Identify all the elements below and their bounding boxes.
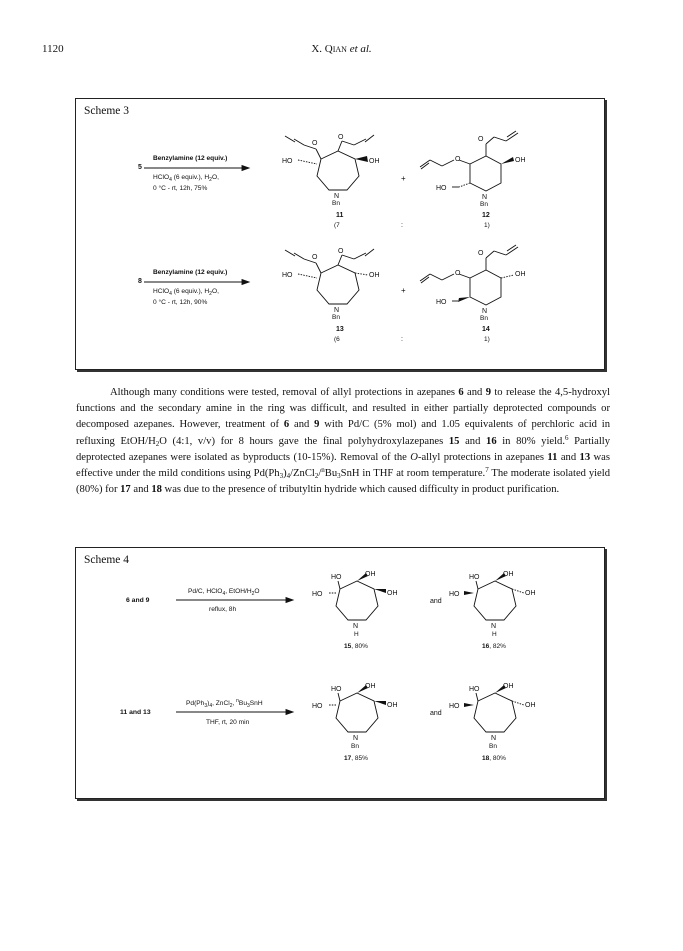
svg-text:H: H <box>492 631 497 638</box>
scheme-3-title: Scheme 3 <box>84 105 130 117</box>
and-label: and <box>430 710 442 717</box>
svg-text:HO: HO <box>331 574 342 581</box>
svg-text:O: O <box>455 270 461 277</box>
arrowhead <box>286 598 293 603</box>
svg-text:O: O <box>312 140 318 147</box>
svg-text:Bn: Bn <box>332 200 340 207</box>
ratio-separator: : <box>401 336 403 343</box>
scheme-4-row-1 <box>126 571 536 650</box>
reagent-pdc: Pd/C, HClO$_4$, EtOH/$H_2O$ <box>188 588 260 597</box>
azepane-ring-13 <box>317 265 359 304</box>
svg-text:HO: HO <box>282 272 293 279</box>
svg-text:O: O <box>478 136 484 143</box>
page-number: 1120 <box>42 43 64 55</box>
svg-text:O: O <box>312 254 318 261</box>
reagent-hclo4: HClO$_4$ (6 equiv.), $H_2O$, <box>153 288 219 297</box>
scheme-3-row-1 <box>138 131 526 229</box>
svg-text:Bn: Bn <box>480 315 488 322</box>
svg-text:OH: OH <box>387 590 398 597</box>
svg-text:HO: HO <box>469 686 480 693</box>
svg-text:OH: OH <box>387 702 398 709</box>
author-surname: Qian <box>324 43 347 55</box>
azepane-ring-11 <box>317 151 359 190</box>
azepane-ring-17 <box>336 693 378 732</box>
reagent-benzylamine: Benzylamine (12 equiv.) <box>153 155 228 162</box>
svg-text:O: O <box>338 134 344 141</box>
scheme-4-row-2 <box>120 683 536 762</box>
product-12-label: 12 <box>482 212 490 219</box>
svg-text:Bn: Bn <box>332 314 340 321</box>
plus-sign: + <box>401 174 406 183</box>
svg-text:HO: HO <box>449 703 460 710</box>
svg-text:N: N <box>353 735 359 742</box>
scheme-3-box <box>75 98 605 370</box>
svg-text:HO: HO <box>436 185 447 192</box>
reagent-benzylamine: Benzylamine (12 equiv.) <box>153 269 228 276</box>
scheme-3-row-2 <box>138 245 526 343</box>
product-13-label: 13 <box>336 326 344 333</box>
svg-text:HO: HO <box>331 686 342 693</box>
svg-text:N: N <box>491 735 497 742</box>
scheme-3-drawing <box>76 99 604 369</box>
product-18-label: 18, 80% <box>482 755 506 762</box>
product-15-label: 15, 80% <box>344 643 368 650</box>
start-compound-8: 8 <box>138 278 142 285</box>
svg-text:Bn: Bn <box>489 743 497 750</box>
ratio-separator: : <box>401 222 403 229</box>
reagent-pd-zn-sn: $Pd(Ph_3)_4$, ZnCl$_2$, $^nBu_3SnH$ <box>186 698 263 709</box>
svg-text:N: N <box>491 623 497 630</box>
arrowhead <box>286 710 293 715</box>
svg-text:HO: HO <box>449 591 460 598</box>
piperidine-ring-12 <box>470 156 501 191</box>
svg-text:Bn: Bn <box>351 743 359 750</box>
arrowhead <box>242 166 249 171</box>
product-11-label: 11 <box>336 212 344 219</box>
svg-text:OH: OH <box>369 272 380 279</box>
svg-text:O: O <box>455 156 461 163</box>
product-17-label: 17, 85% <box>344 755 368 762</box>
svg-text:OH: OH <box>369 158 380 165</box>
reagent-conditions: 0 °C - rt, 12h, 75% <box>153 185 208 192</box>
svg-text:HO: HO <box>312 591 323 598</box>
scheme-4-box <box>75 547 605 799</box>
reagent-conditions: reflux, 8h <box>209 606 237 613</box>
body-paragraph: Although many conditions were tested, removal of allyl protections in azepanes 6 and 9 to release the 4,5-hydroxyl functions and the secondary amine in the ring was difficult, and resulted in either partially deprotected compounds or decomposed azepanes. However, treatment of 6 and 9 with Pd/C (5% mol) and 1.05 equivalents of perchloric acid in refluxing EtOH/$H_2O$ (4:1, v/v) for 8 hours gave the final polyhydroxylazepanes 15 and 16 in 80% yield.$^6$ Partially deprotected azepanes were isolated as byproducts (10-15%). Removal of the O-allyl protections in azepanes 11 and 13 was effective under the mild conditions using $Pd(Ph_3)_4/ZnCl_2/^nBu_3SnH$ in THF at room temperature.$^7$ The moderate isolated yield (80%) for 17 and 18 was due to the presence of tributyltin hydride which caused difficulty in product purification. <box>76 387 611 496</box>
piperidine-ring-14 <box>470 270 501 305</box>
svg-text:HO: HO <box>436 299 447 306</box>
svg-text:Bn: Bn <box>480 201 488 208</box>
reagent-hclo4: HClO$_4$ (6 equiv.), $H_2O$, <box>153 174 219 183</box>
svg-text:OH: OH <box>365 683 376 690</box>
svg-text:N: N <box>482 194 488 201</box>
svg-text:HO: HO <box>312 703 323 710</box>
and-label: and <box>430 598 442 605</box>
svg-text:N: N <box>334 193 340 200</box>
start-compounds-6-9: 6 and 9 <box>126 597 150 604</box>
azepane-ring-18 <box>474 693 516 732</box>
svg-text:OH: OH <box>525 702 536 709</box>
reagent-conditions: THF, rt, 20 min <box>206 719 250 726</box>
reagent-conditions: 0 °C - rt, 12h, 90% <box>153 299 208 306</box>
ratio-right: 1) <box>484 222 490 229</box>
svg-text:OH: OH <box>525 590 536 597</box>
product-16-label: 16, 82% <box>482 643 506 650</box>
ratio-left: (7 <box>334 222 340 229</box>
svg-text:N: N <box>353 623 359 630</box>
start-compound-5: 5 <box>138 164 142 171</box>
svg-text:H: H <box>354 631 359 638</box>
author-suffix: et al. <box>349 43 372 55</box>
svg-text:N: N <box>482 308 488 315</box>
svg-text:N: N <box>334 307 340 314</box>
scheme-4-drawing <box>76 548 604 798</box>
azepane-ring-16 <box>474 581 516 620</box>
scheme-4-title: Scheme 4 <box>84 554 130 566</box>
svg-text:OH: OH <box>503 571 514 578</box>
product-14-label: 14 <box>482 326 490 333</box>
azepane-ring-15 <box>336 581 378 620</box>
svg-text:HO: HO <box>469 574 480 581</box>
plus-sign: + <box>401 286 406 295</box>
svg-text:OH: OH <box>365 571 376 578</box>
svg-text:OH: OH <box>515 157 526 164</box>
author-initial: X. <box>311 43 323 55</box>
ratio-left: (6 <box>334 336 340 343</box>
arrowhead <box>242 280 249 285</box>
ratio-right: 1) <box>484 336 490 343</box>
svg-text:O: O <box>478 250 484 257</box>
svg-text:OH: OH <box>515 271 526 278</box>
svg-text:HO: HO <box>282 158 293 165</box>
svg-text:O: O <box>338 248 344 255</box>
running-head <box>0 43 683 55</box>
start-compounds-11-13: 11 and 13 <box>120 709 151 716</box>
svg-text:OH: OH <box>503 683 514 690</box>
